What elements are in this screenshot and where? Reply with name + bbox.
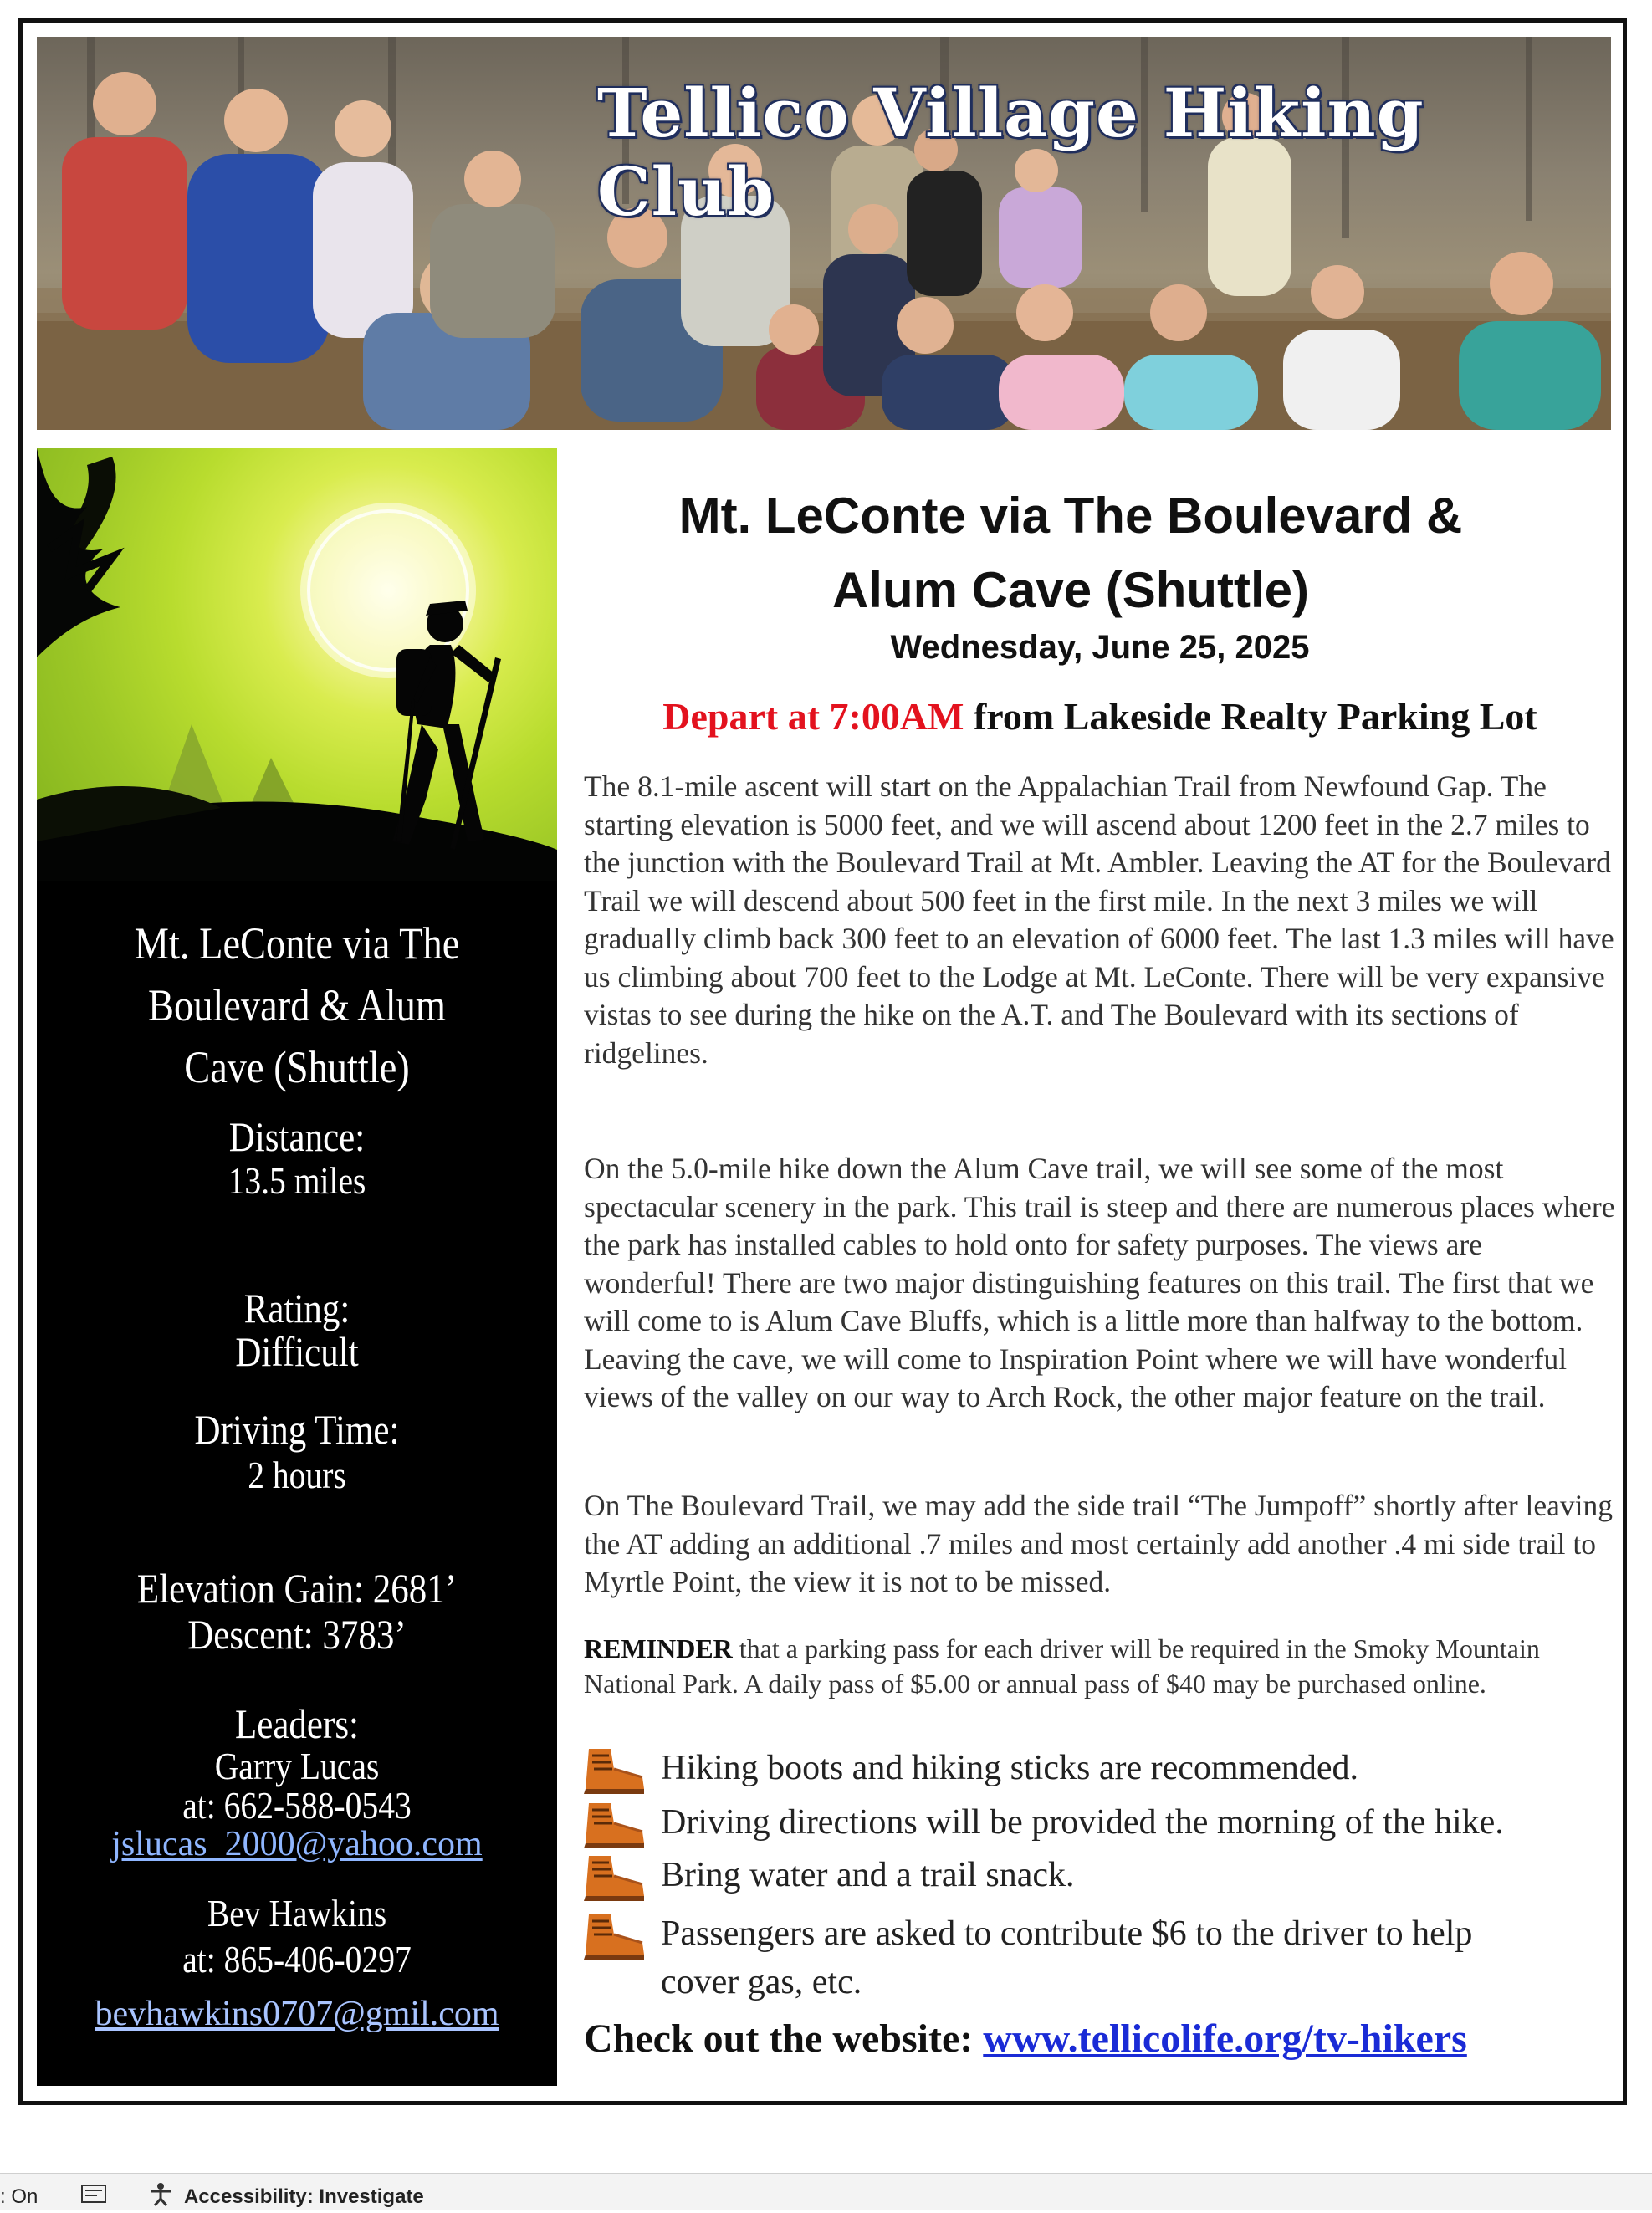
sidebar-hike-title: [74, 912, 521, 1098]
bullet-text: Driving directions will be provided the morning of the hike.: [661, 1803, 1504, 1842]
page-view-icon[interactable]: [80, 2182, 109, 2211]
leader1-phone: at: 662-588-0543: [182, 1784, 412, 1827]
ascent-description: The 8.1-mile ascent will start on the Appalachian Trail from Newfound Gap. The starting elevation is 5000 feet, and we will ascend about 1200 feet in the 2.7 miles to the junction with the Boulevard Trail at Mt. Ambler. Leaving the AT for the Boulevard Trail we will descend about 500 feet in the first mile. In the next 3 miles we will gradually climb back 300 feet to an elevation of 6000 feet. The last 1.3 miles will have us climbing about 700 feet to the Lodge at Mt. LeConte. There will be very expansive vistas to see during the hike on the A.T. and The Boulevard with its sections of ridgelines.: [584, 769, 1614, 1070]
app-status-bar: [0, 2173, 1652, 2210]
elevation-gain: Elevation Gain: 2681’: [136, 1565, 458, 1612]
website-link[interactable]: www.tellicolife.org/tv-hikers: [983, 2016, 1467, 2061]
status-fragment: : On: [0, 2185, 38, 2208]
leader1-name: Garry Lucas: [214, 1745, 380, 1787]
bullet-text: Hiking boots and hiking sticks are recommended.: [661, 1749, 1358, 1787]
hike-title-line-1: Mt. LeConte via The Boulevard &: [678, 488, 1463, 544]
website-line: [584, 2016, 1621, 2062]
hiking-boot-icon: [577, 1744, 649, 1796]
departure-time: Depart at 7:00AM: [662, 695, 964, 738]
driving-time-value: 2 hours: [248, 1454, 346, 1496]
reminder-text: that a parking pass for each driver will be required in the Smoky Mountain National Park. A daily pass of $5.00 or annual pass of $40 may be purchased online.: [584, 1633, 1540, 1699]
hike-summary-sidebar: [37, 448, 557, 2086]
hike-date: Wednesday, June 25, 2025: [890, 629, 1310, 666]
sidebar-title-line: Mt. LeConte via The: [134, 918, 460, 969]
hike-title-line-2: Alum Cave (Shuttle): [831, 562, 1310, 618]
descent-description: On the 5.0-mile hike down the Alum Cave trail, we will see some of the most spectacular scenery in the park. This trail is steep and there are numerous places where the park has installed cables to hold onto for safety purposes. The views are wonderful! There are two major distinguishing features on this trail. The first that we will come to is Alum Cave Bluffs, which is a little more than halfway to the bottom. Leaving the cave, we will come to Inspiration Point where we will have wonderful views of the valley on our way to Arch Rock, the other major feature on the trail.: [584, 1152, 1615, 1413]
website-label: Check out the website:: [584, 2016, 984, 2061]
hiker-silhouette-illustration: [37, 448, 557, 881]
parking-reminder: [584, 1631, 1621, 1701]
leader2-phone: at: 865-406-0297: [182, 1938, 412, 1980]
club-title: Tellico Village Hiking Club: [597, 74, 1424, 231]
leader2-name: Bev Hawkins: [207, 1892, 387, 1934]
reminder-label: REMINDER: [584, 1633, 733, 1664]
accessibility-icon[interactable]: [147, 2182, 176, 2213]
sidebar-title-line: Boulevard & Alum: [147, 980, 447, 1030]
leader1-email-link[interactable]: jslucas_2000@yahoo.com: [111, 1825, 483, 1863]
accessibility-status[interactable]: Accessibility: Investigate: [184, 2185, 424, 2208]
departure-location: from Lakeside Realty Parking Lot: [964, 695, 1537, 738]
bullet-text: Passengers are asked to contribute $6 to the driver to help cover gas, etc.: [661, 1914, 1473, 2001]
distance-value: 13.5 miles: [228, 1159, 366, 1202]
sidebar-title-line: Cave (Shuttle): [184, 1042, 410, 1092]
leaders-label: Leaders:: [234, 1700, 360, 1747]
side-trail-description: On The Boulevard Trail, we may add the side trail “The Jumpoff” shortly after leaving the AT adding an additional .7 miles and most certainly add another .4 mi side trail to Myrtle Point, the view it is not to be missed.: [584, 1489, 1614, 1598]
departure-info: [577, 694, 1623, 739]
descent: Descent: 3783’: [187, 1611, 407, 1658]
hiking-boot-icon: [577, 1851, 649, 1903]
distance-label: Distance:: [228, 1113, 366, 1160]
rating-value: Difficult: [235, 1328, 359, 1375]
rating-label: Rating:: [243, 1285, 350, 1331]
hiking-boot-icon: [577, 1798, 649, 1850]
bullet-text: Bring water and a trail snack.: [661, 1856, 1075, 1894]
leader2-email-link[interactable]: bevhawkins0707@gmil.com: [95, 1995, 499, 2033]
club-banner-photo: [37, 37, 1611, 430]
driving-time-label: Driving Time:: [194, 1406, 400, 1453]
hiking-boot-icon: [577, 1909, 649, 1961]
